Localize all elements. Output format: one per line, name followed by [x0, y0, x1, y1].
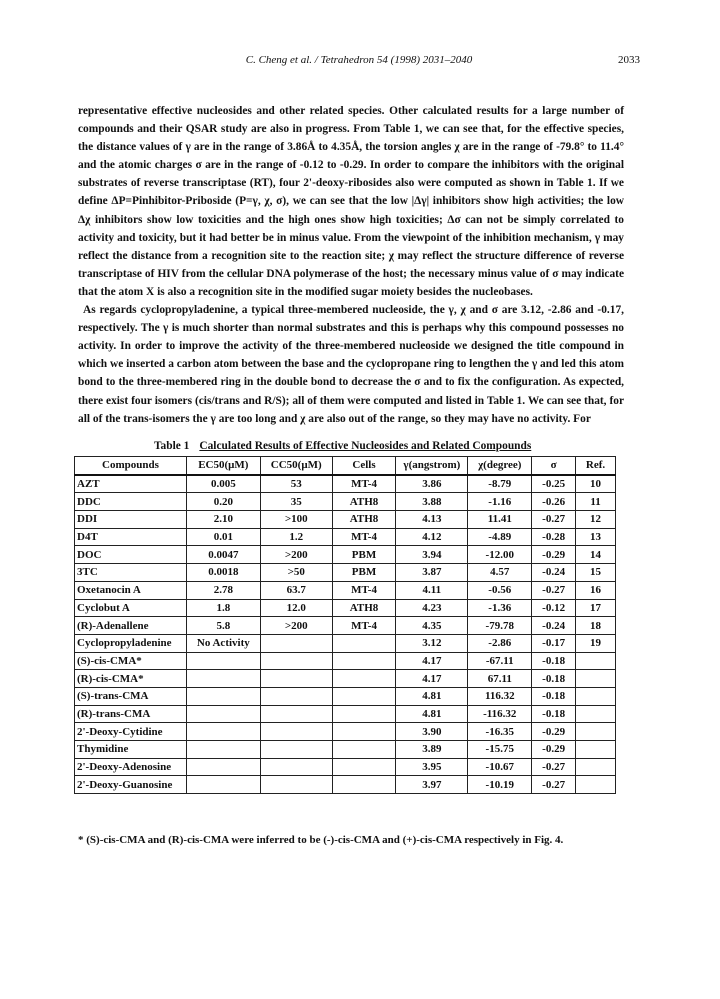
cell-gamma: 3.88	[396, 493, 468, 511]
cell-chi: -15.75	[468, 741, 532, 759]
cell-gamma: 3.87	[396, 564, 468, 582]
cell-cells: MT-4	[332, 475, 396, 493]
cell-gamma: 4.23	[396, 599, 468, 617]
cell-sigma: -0.28	[532, 528, 576, 546]
cell-compound: D4T	[75, 528, 187, 546]
cell-ref	[576, 670, 616, 688]
cell-ref	[576, 705, 616, 723]
cell-sigma: -0.18	[532, 670, 576, 688]
cell-compound: (R)-Adenallene	[75, 617, 187, 635]
cell-ec50: 5.8	[186, 617, 260, 635]
body-text	[78, 102, 624, 428]
cell-chi: -16.35	[468, 723, 532, 741]
cell-gamma: 3.95	[396, 758, 468, 776]
cell-cc50	[260, 634, 332, 652]
cell-ref: 11	[576, 493, 616, 511]
table-title: Calculated Results of Effective Nucleosides and Related Compounds	[199, 440, 532, 452]
cell-cells	[332, 705, 396, 723]
cell-chi: -116.32	[468, 705, 532, 723]
header-gamma: γ(angstrom)	[396, 457, 468, 475]
cell-compound: AZT	[75, 475, 187, 493]
cell-ec50: 2.78	[186, 581, 260, 599]
cell-gamma: 4.81	[396, 687, 468, 705]
table-row	[75, 599, 616, 617]
cell-gamma: 3.90	[396, 723, 468, 741]
cell-ec50: 1.8	[186, 599, 260, 617]
cell-cells	[332, 634, 396, 652]
cell-compound: 2'-Deoxy-Guanosine	[75, 776, 187, 794]
cell-sigma: -0.27	[532, 758, 576, 776]
cell-ref	[576, 758, 616, 776]
cell-cc50: 12.0	[260, 599, 332, 617]
cell-cc50	[260, 670, 332, 688]
table-footnote: * (S)-cis-CMA and (R)-cis-CMA were inferred to be (-)-cis-CMA and (+)-cis-CMA respectively in Fig. 4.	[78, 834, 564, 846]
table-row	[75, 617, 616, 635]
cell-ref: 17	[576, 599, 616, 617]
cell-gamma: 4.12	[396, 528, 468, 546]
cell-cells	[332, 670, 396, 688]
cell-cells	[332, 741, 396, 759]
cell-compound: 2'-Deoxy-Cytidine	[75, 723, 187, 741]
cell-ec50	[186, 687, 260, 705]
cell-gamma: 3.89	[396, 741, 468, 759]
cell-gamma: 4.13	[396, 511, 468, 529]
table-row	[75, 741, 616, 759]
cell-chi: -1.36	[468, 599, 532, 617]
cell-gamma: 4.35	[396, 617, 468, 635]
cell-cc50: 53	[260, 475, 332, 493]
table-row	[75, 546, 616, 564]
cell-chi: -79.78	[468, 617, 532, 635]
cell-gamma: 3.97	[396, 776, 468, 794]
cell-chi: 4.57	[468, 564, 532, 582]
cell-ec50	[186, 670, 260, 688]
cell-cells: MT-4	[332, 581, 396, 599]
cell-cc50: 1.2	[260, 528, 332, 546]
cell-ref	[576, 741, 616, 759]
cell-chi: 67.11	[468, 670, 532, 688]
paragraph-1: representative effective nucleosides and other related species. Other calculated results for a large number of compounds and their QSAR study are also in progress. From Table 1, we can see that, for the effective species, the distance values of γ are in the range of 3.86Å to 4.35Å, the torsion angles χ are in the range of -79.8° to 11.4° and the atomic charges σ are in the range of -0.12 to -0.29. In order to compare the inhibitors with the original substrates of reverse transcriptase (RT), four 2'-deoxy-ribosides also were computed as shown in Table 1. If we define ΔP=Pinhibitor-Priboside (P=γ, χ, σ), we can see that the low |Δγ| inhibitors show high activities; the low Δχ inhibitors show low toxicities and the high ones show high toxicities; Δσ can not be simply correlated to activity and toxicity, but it had better be in minus value. From the viewpoint of the inhibition mechanism, γ may reflect the distance from a recognition site to the reaction site; χ may reflect the structure difference of reverse transcriptase of HIV from the cellular DNA polymerase of the host; the necessary minus value of σ may indicate that the atom X is also a recognition site in the modified sugar moiety besides the nucleobases.	[78, 105, 624, 298]
header-ec50: EC50(μM)	[186, 457, 260, 475]
cell-ref	[576, 687, 616, 705]
cell-compound: DOC	[75, 546, 187, 564]
cell-sigma: -0.24	[532, 617, 576, 635]
cell-compound: (R)-cis-CMA*	[75, 670, 187, 688]
cell-cells: ATH8	[332, 599, 396, 617]
table-row	[75, 634, 616, 652]
cell-gamma: 4.81	[396, 705, 468, 723]
cell-cc50: >50	[260, 564, 332, 582]
cell-ref: 13	[576, 528, 616, 546]
table-caption	[154, 440, 531, 452]
cell-cells: ATH8	[332, 511, 396, 529]
cell-compound: 2'-Deoxy-Adenosine	[75, 758, 187, 776]
header-compounds: Compounds	[75, 457, 187, 475]
header-ref: Ref.	[576, 457, 616, 475]
header-sigma: σ	[532, 457, 576, 475]
cell-compound: Cyclobut A	[75, 599, 187, 617]
running-head: C. Cheng et al. / Tetrahedron 54 (1998) 2031–2040	[245, 54, 473, 66]
cell-cc50: >200	[260, 546, 332, 564]
cell-ec50	[186, 723, 260, 741]
cell-chi: -0.56	[468, 581, 532, 599]
cell-ref: 16	[576, 581, 616, 599]
table-header-row	[75, 457, 616, 475]
cell-gamma: 4.11	[396, 581, 468, 599]
results-table	[74, 456, 616, 794]
table-row	[75, 511, 616, 529]
cell-chi: -8.79	[468, 475, 532, 493]
cell-cells	[332, 723, 396, 741]
cell-cells: MT-4	[332, 528, 396, 546]
cell-chi: -10.19	[468, 776, 532, 794]
cell-sigma: -0.26	[532, 493, 576, 511]
cell-compound: Thymidine	[75, 741, 187, 759]
cell-chi: -1.16	[468, 493, 532, 511]
cell-sigma: -0.27	[532, 581, 576, 599]
cell-ref	[576, 723, 616, 741]
cell-ec50: 2.10	[186, 511, 260, 529]
cell-cells	[332, 652, 396, 670]
cell-cells	[332, 758, 396, 776]
cell-sigma: -0.18	[532, 687, 576, 705]
cell-ec50: 0.0018	[186, 564, 260, 582]
table-row	[75, 670, 616, 688]
cell-cc50	[260, 652, 332, 670]
cell-sigma: -0.29	[532, 741, 576, 759]
cell-compound: (R)-trans-CMA	[75, 705, 187, 723]
cell-gamma: 3.86	[396, 475, 468, 493]
cell-ec50	[186, 652, 260, 670]
cell-cells: ATH8	[332, 493, 396, 511]
cell-chi: 116.32	[468, 687, 532, 705]
cell-cc50	[260, 741, 332, 759]
cell-sigma: -0.29	[532, 723, 576, 741]
cell-cc50	[260, 776, 332, 794]
page-header	[78, 50, 640, 70]
cell-cc50: >200	[260, 617, 332, 635]
header-chi: χ(degree)	[468, 457, 532, 475]
cell-cells	[332, 776, 396, 794]
table-label: Table 1	[154, 440, 190, 452]
paragraph-2: As regards cyclopropyladenine, a typical three-membered nucleoside, the γ, χ and σ are 3.12, -2.86 and -0.17, respectively. The γ is much shorter than normal substrates and this is perhaps why this compound possesses no activity. In order to improve the activity of the three-membered nucleoside we designed the title compound in which we inserted a carbon atom between the base and the cyclopropane ring to lengthen the γ and led this atom bond to the three-membered ring in the double bond to decrease the σ and to fix the configuration. As expected, there exist four isomers (cis/trans and R/S); all of them were computed and listed in Table 1. We can see that, for all of the trans-isomers the γ are too long and χ are also out of the range, so they may have no activity. For	[78, 304, 624, 425]
cell-sigma: -0.24	[532, 564, 576, 582]
cell-sigma: -0.27	[532, 776, 576, 794]
cell-chi: -10.67	[468, 758, 532, 776]
cell-ec50	[186, 776, 260, 794]
header-cc50: CC50(μM)	[260, 457, 332, 475]
table-row	[75, 652, 616, 670]
cell-cells: MT-4	[332, 617, 396, 635]
cell-ec50: 0.01	[186, 528, 260, 546]
header-cells: Cells	[332, 457, 396, 475]
table-row	[75, 564, 616, 582]
cell-cells	[332, 687, 396, 705]
cell-sigma: -0.18	[532, 652, 576, 670]
cell-ec50	[186, 741, 260, 759]
cell-ref: 15	[576, 564, 616, 582]
cell-compound: (S)-trans-CMA	[75, 687, 187, 705]
cell-cc50: 35	[260, 493, 332, 511]
table-body	[75, 475, 616, 794]
table-row	[75, 776, 616, 794]
cell-ec50: 0.20	[186, 493, 260, 511]
cell-chi: -12.00	[468, 546, 532, 564]
cell-cc50: 63.7	[260, 581, 332, 599]
cell-ref: 18	[576, 617, 616, 635]
cell-gamma: 4.17	[396, 652, 468, 670]
cell-sigma: -0.18	[532, 705, 576, 723]
table-row	[75, 687, 616, 705]
cell-ref	[576, 776, 616, 794]
cell-ref: 19	[576, 634, 616, 652]
cell-gamma: 3.94	[396, 546, 468, 564]
cell-cc50	[260, 687, 332, 705]
cell-chi: -67.11	[468, 652, 532, 670]
cell-ref: 14	[576, 546, 616, 564]
table-row	[75, 705, 616, 723]
table-row	[75, 475, 616, 493]
cell-sigma: -0.25	[532, 475, 576, 493]
cell-sigma: -0.27	[532, 511, 576, 529]
cell-ec50: 0.005	[186, 475, 260, 493]
cell-cc50: >100	[260, 511, 332, 529]
cell-chi: 11.41	[468, 511, 532, 529]
table-row	[75, 581, 616, 599]
cell-sigma: -0.12	[532, 599, 576, 617]
cell-compound: Oxetanocin A	[75, 581, 187, 599]
cell-ec50	[186, 705, 260, 723]
cell-ref	[576, 652, 616, 670]
cell-cc50	[260, 723, 332, 741]
cell-ref: 12	[576, 511, 616, 529]
table-row	[75, 493, 616, 511]
cell-compound: 3TC	[75, 564, 187, 582]
page-number: 2033	[618, 54, 640, 66]
table-row	[75, 528, 616, 546]
cell-compound: Cyclopropyladenine	[75, 634, 187, 652]
cell-chi: -2.86	[468, 634, 532, 652]
table-row	[75, 758, 616, 776]
cell-compound: DDC	[75, 493, 187, 511]
cell-compound: (S)-cis-CMA*	[75, 652, 187, 670]
cell-sigma: -0.17	[532, 634, 576, 652]
cell-chi: -4.89	[468, 528, 532, 546]
cell-ec50: 0.0047	[186, 546, 260, 564]
cell-ec50	[186, 758, 260, 776]
cell-cc50	[260, 758, 332, 776]
cell-cells: PBM	[332, 564, 396, 582]
cell-cells: PBM	[332, 546, 396, 564]
cell-compound: DDI	[75, 511, 187, 529]
cell-ref: 10	[576, 475, 616, 493]
cell-sigma: -0.29	[532, 546, 576, 564]
table-row	[75, 723, 616, 741]
cell-ec50: No Activity	[186, 634, 260, 652]
cell-cc50	[260, 705, 332, 723]
cell-gamma: 3.12	[396, 634, 468, 652]
cell-gamma: 4.17	[396, 670, 468, 688]
